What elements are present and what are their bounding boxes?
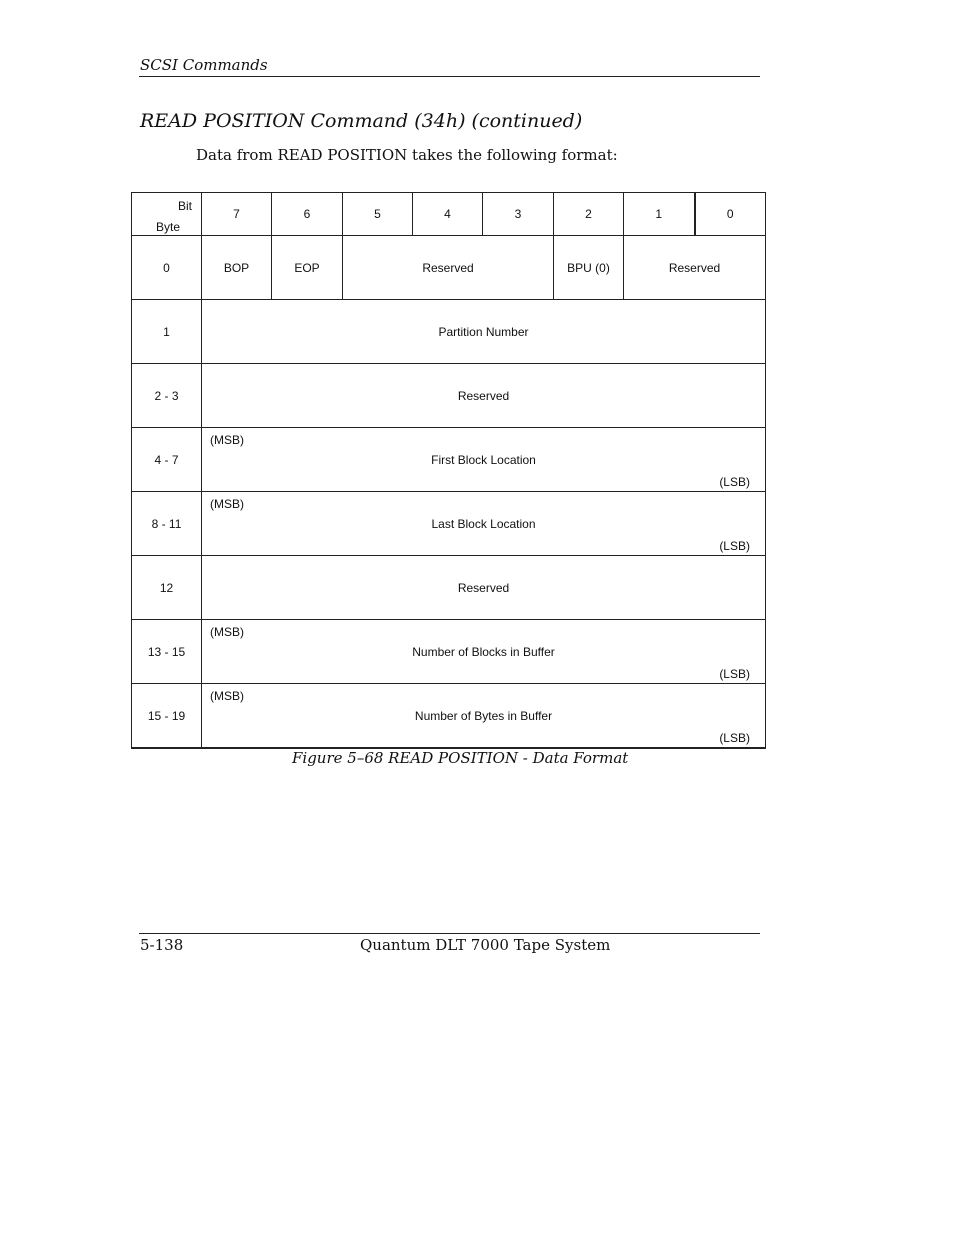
byte-number: 13 - 15 [132,620,202,684]
table-row-byte-2-3 [132,364,766,428]
bit-1-header: 1 [624,193,695,236]
footer-title: Quantum DLT 7000 Tape System [360,936,611,954]
field-eop: EOP [272,236,343,300]
byte-number: 0 [132,236,202,300]
field-label: First Block Location [431,452,536,467]
table-row-byte-8-11 [132,492,766,556]
byte-number: 4 - 7 [132,428,202,492]
msb-label: (MSB) [210,497,244,511]
table-row-byte-13-15 [132,620,766,684]
byte-label: Byte [156,220,181,234]
field-reserved: Reserved [343,236,554,300]
bit-7-header: 7 [202,193,272,236]
field-partition-number: Partition Number [202,300,766,364]
field-reserved: Reserved [202,556,766,620]
table-row-byte-0 [132,236,766,300]
lsb-label: (LSB) [719,475,750,489]
bit-5-header: 5 [343,193,413,236]
byte-number: 1 [132,300,202,364]
byte-number: 8 - 11 [132,492,202,556]
table-row-byte-1 [132,300,766,364]
lsb-label: (LSB) [719,667,750,681]
byte-number: 12 [132,556,202,620]
read-position-data-format-table [131,192,766,749]
bit-0-header: 0 [695,193,766,236]
field-label: Number of Blocks in Buffer [412,644,555,659]
figure-caption: Figure 5–68 READ POSITION - Data Format [292,749,629,767]
msb-label: (MSB) [210,625,244,639]
bit-4-header: 4 [413,193,483,236]
lsb-label: (LSB) [719,539,750,553]
table-row-byte-15-19 [132,684,766,749]
bit-label: Bit [177,199,192,213]
bit-byte-corner-cell [132,193,202,236]
field-label: Last Block Location [431,516,536,531]
footer-rule [139,933,760,934]
bit-3-header: 3 [483,193,554,236]
running-header: SCSI Commands [140,56,268,74]
lsb-label: (LSB) [719,731,750,745]
field-bop: BOP [202,236,272,300]
bit-2-header: 2 [554,193,624,236]
field-number-of-bytes-in-buffer [202,684,766,749]
section-title: READ POSITION Command (34h) (continued) [140,110,583,132]
header-rule [139,76,760,77]
page-number: 5-138 [140,936,184,954]
field-number-of-blocks-in-buffer [202,620,766,684]
table-row-byte-12 [132,556,766,620]
table-row-byte-4-7 [132,428,766,492]
field-last-block-location [202,492,766,556]
field-reserved: Reserved [624,236,766,300]
field-label: Number of Bytes in Buffer [414,708,553,723]
bit-header-row [132,193,766,236]
byte-number: 2 - 3 [132,364,202,428]
byte-number: 15 - 19 [132,684,202,749]
intro-paragraph: Data from READ POSITION takes the following format: [196,146,618,164]
field-first-block-location [202,428,766,492]
field-bpu: BPU (0) [554,236,624,300]
msb-label: (MSB) [210,433,244,447]
bit-6-header: 6 [272,193,343,236]
msb-label: (MSB) [210,689,244,703]
field-reserved: Reserved [202,364,766,428]
